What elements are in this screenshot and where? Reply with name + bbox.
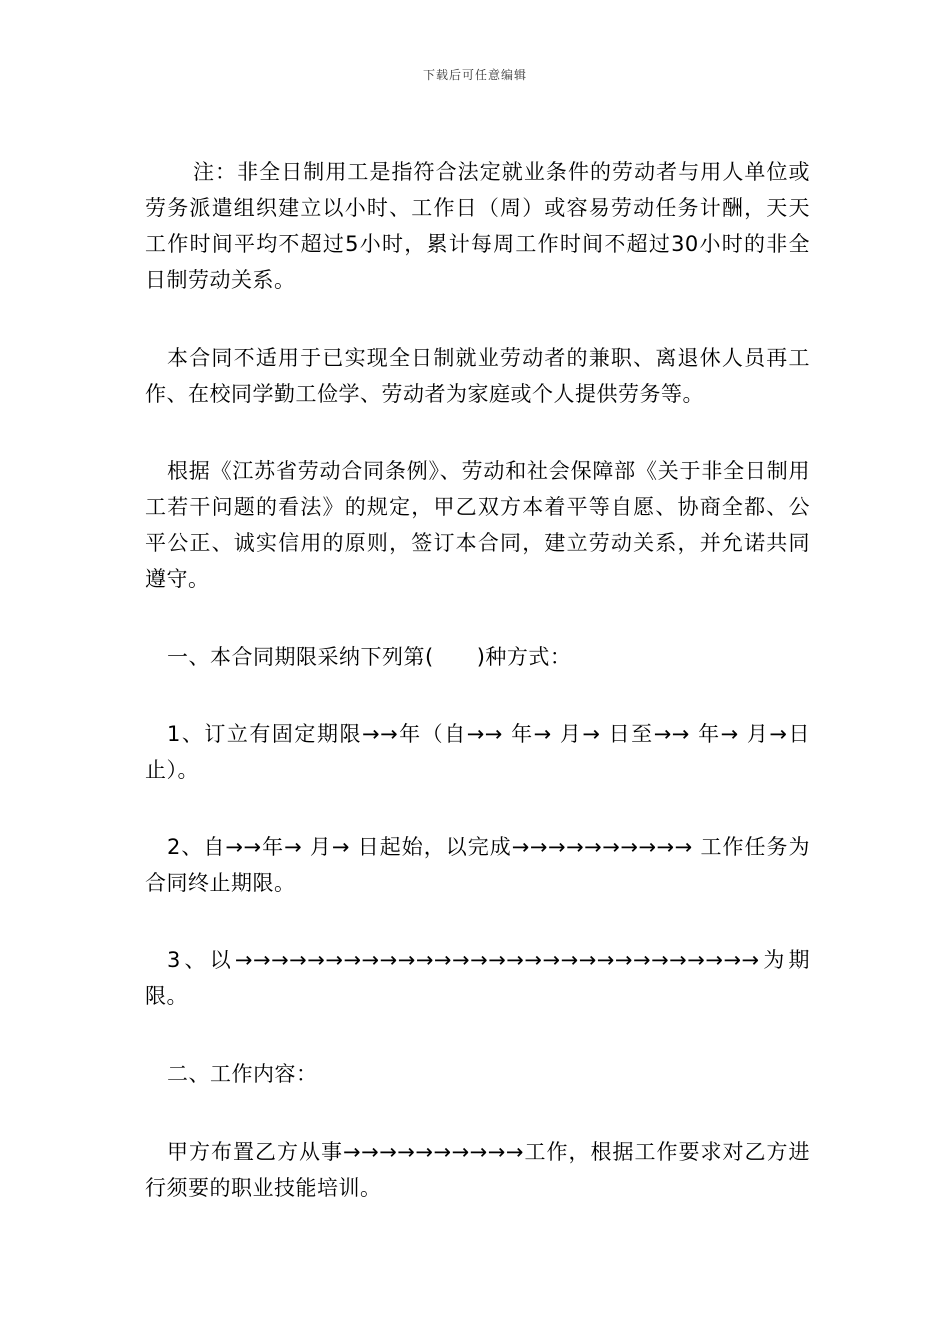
paragraph-scope: 本合同不适用于已实现全日制就业劳动者的兼职、离退休人员再工作、在校同学勤工俭学、劳动者为家庭或个人提供劳务等。 [145,346,810,406]
section-1-title: 一、本合同期限采纳下列第( )种方式： [167,645,572,669]
paragraph-basis: 根据《江苏省劳动合同条例》、劳动和社会保障部《关于非全日制用工若干问题的看法》的规定，甲乙双方本着平等自愿、协商全都、公平公正、诚实信用的原则，签订本合同，建立劳动关系，并允诺共同遵守。 [145,459,810,591]
section-2-title: 二、工作内容： [167,1062,318,1086]
paragraph-work-content: 甲方布置乙方从事→→→→→→→→→→工作，根据工作要求对乙方进行须要的职业技能培训。 [145,1140,810,1200]
term-option-3: 3、以→→→→→→→→→→→→→→→→→→→→→→→→→→→→→为期限。 [145,948,810,1008]
document-body [145,154,810,1206]
term-option-1: 1、订立有固定期限→→年（自→→ 年→ 月→ 日至→→ 年→ 月→日止）。 [145,722,810,782]
header-note: 下载后可任意编辑 [422,68,527,82]
paragraph-note: 注：非全日制用工是指符合法定就业条件的劳动者与用人单位或劳务派遣组织建立以小时、工作日（周）或容易劳动任务计酬，天天工作时间平均不超过5小时，累计每周工作时间不超过30小时的非全日制劳动关系。 [145,160,810,292]
term-option-2: 2、自→→年→ 月→ 日起始，以完成→→→→→→→→→→ 工作任务为合同终止期限。 [145,835,810,895]
